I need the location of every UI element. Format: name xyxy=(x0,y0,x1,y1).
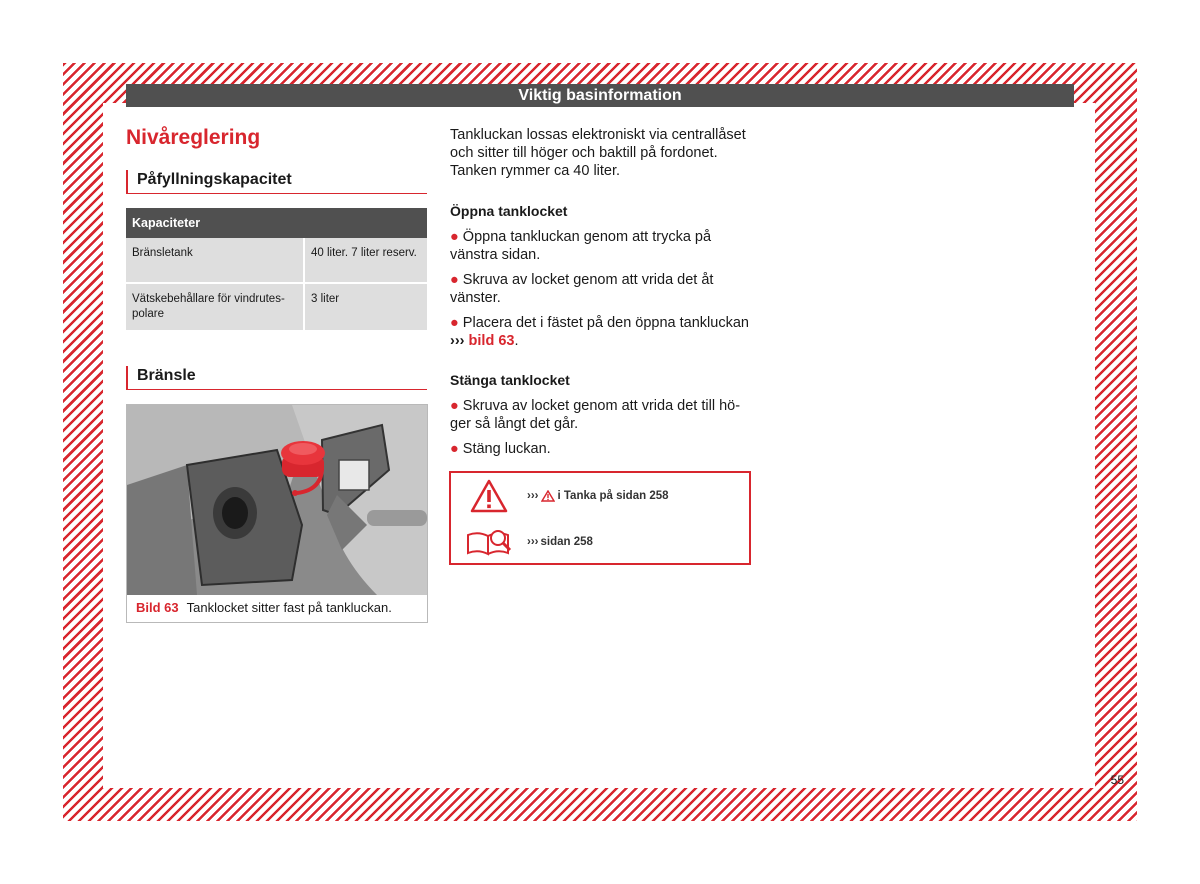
close-heading: Stänga tanklocket xyxy=(450,372,570,388)
open-heading: Öppna tanklocket xyxy=(450,203,568,219)
table-row xyxy=(126,238,427,283)
list-item xyxy=(450,228,750,264)
bullet-icon: ● xyxy=(450,272,459,288)
intro-paragraph: Tankluckan lossas elektroniskt via centrallåset och sitter till höger och baktill på fordonet. Tanken rymmer ca 40 liter. xyxy=(450,127,746,179)
step-text: Öppna tankluckan genom att trycka på vänstra sidan. xyxy=(450,229,712,263)
book-magnifier-icon xyxy=(451,527,527,557)
warning-reference[interactable] xyxy=(451,479,669,513)
list-item xyxy=(450,271,750,307)
figure-fuel-cap xyxy=(126,404,428,623)
table-row xyxy=(126,283,427,330)
table-cell-value: 3 liter xyxy=(304,283,427,330)
table-cell-item: Bränsletank xyxy=(126,238,304,283)
ref-arrows: ››› xyxy=(450,333,465,349)
list-item xyxy=(450,440,750,458)
table-header: Kapaciteter xyxy=(126,208,427,238)
figure-label: Bild 63 xyxy=(136,600,179,615)
warning-reference-text: i Tanka på sidan 258 xyxy=(557,490,669,502)
table-cell-item: Vätskebehållare för vindrutespolare xyxy=(126,283,304,330)
book-reference[interactable] xyxy=(451,525,593,559)
table-cell-value: 40 liter. 7 liter reserv. xyxy=(304,238,427,283)
figure-caption-text: Tanklocket sitter fast på tankluckan. xyxy=(186,600,392,615)
page-title: Nivåreglering xyxy=(126,126,261,149)
right-column xyxy=(450,126,750,465)
section-header-bar: Viktig basinformation xyxy=(126,84,1074,107)
ref-arrows: ››› xyxy=(527,490,539,502)
capacity-heading: Påfyllningskapacitet xyxy=(126,170,427,194)
book-reference-text: sidan 258 xyxy=(540,536,593,548)
step-text: Skruva av locket genom att vrida det åt vänster. xyxy=(450,272,714,306)
list-item xyxy=(450,397,750,433)
step-text: Stäng luckan. xyxy=(462,441,551,457)
fuel-heading: Bränsle xyxy=(126,366,427,390)
figure-link[interactable]: bild 63 xyxy=(468,333,515,349)
bullet-icon: ● xyxy=(450,441,459,457)
bullet-icon: ● xyxy=(450,315,459,331)
warning-triangle-icon xyxy=(451,479,527,513)
capacity-table xyxy=(126,208,427,330)
step-text: Placera det i fästet på den öppna tankluckan xyxy=(462,315,749,331)
figure-caption xyxy=(127,595,427,621)
fuel-door-illustration xyxy=(127,405,427,595)
page-number: 55 xyxy=(1110,773,1124,787)
ref-arrows: ››› xyxy=(527,536,539,548)
step-end: . xyxy=(514,333,519,349)
bullet-icon: ● xyxy=(450,398,459,414)
step-text: Skruva av locket genom att vrida det till höger så långt det går. xyxy=(450,398,741,432)
reference-box xyxy=(449,471,751,565)
bullet-icon: ● xyxy=(450,229,459,245)
small-warning-icon xyxy=(541,490,555,502)
list-item xyxy=(450,314,750,350)
